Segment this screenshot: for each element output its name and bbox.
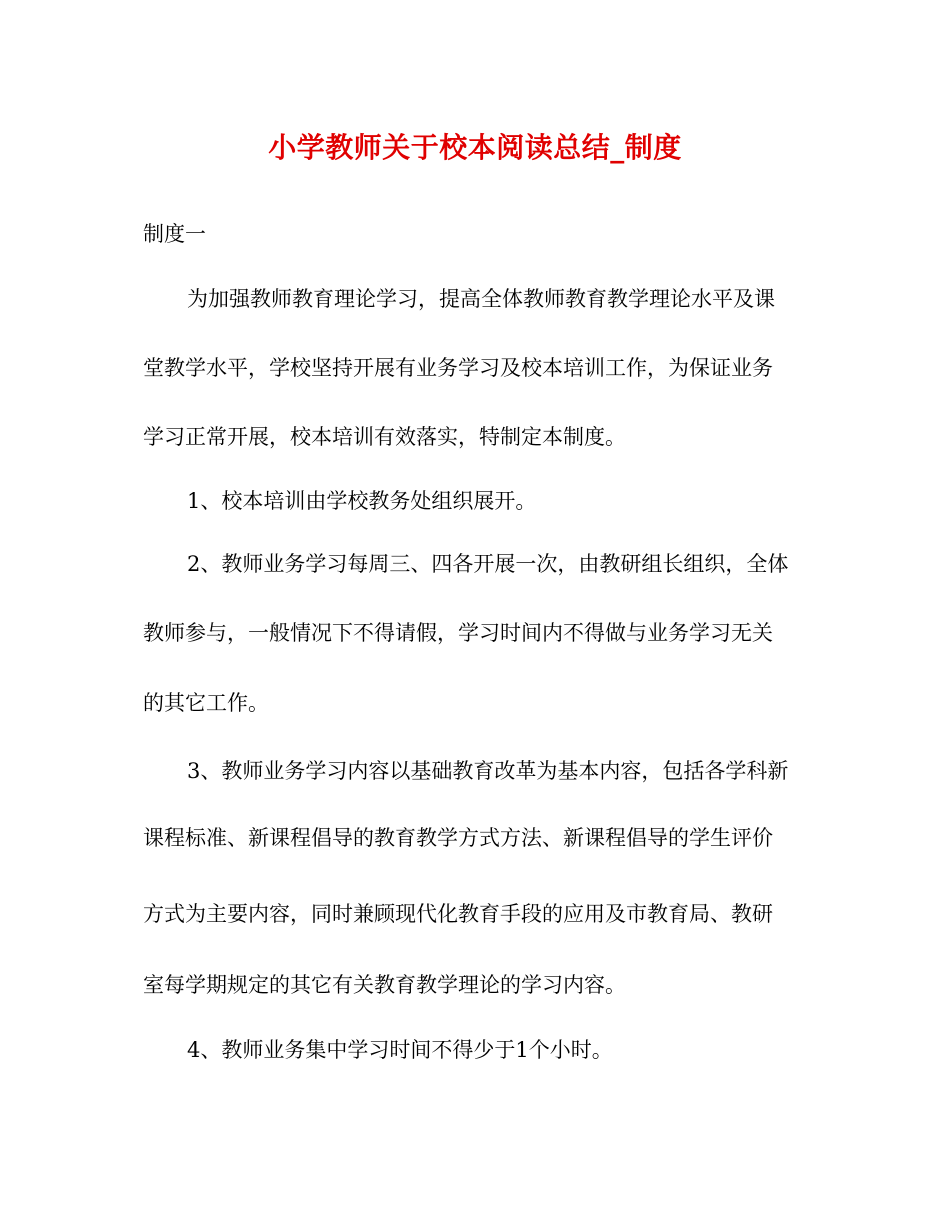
list-item: 3、教师业务学习内容以基础教育改革为基本内容，包括各学科新 [187,759,789,783]
paragraph-line: 的其它工作。 [143,691,269,715]
list-item: 1、校本培训由学校教务处组织展开。 [187,489,537,513]
paragraph-line: 课程标准、新课程倡导的教育教学方式方法、新课程倡导的学生评价 [143,826,773,850]
paragraph-line: 室每学期规定的其它有关教育教学理论的学习内容。 [143,973,626,997]
paragraph-line: 为加强教师教育理论学习，提高全体教师教育教学理论水平及课 [187,287,775,311]
document-title: 小学教师关于校本阅读总结_制度 [268,131,682,164]
paragraph-line: 教师参与，一般情况下不得请假，学习时间内不得做与业务学习无关 [143,621,773,645]
list-item: 2、教师业务学习每周三、四各开展一次，由教研组长组织，全体 [187,552,789,576]
paragraph-line: 方式为主要内容，同时兼顾现代化教育手段的应用及市教育局、教研 [143,902,773,926]
paragraph-line: 堂教学水平，学校坚持开展有业务学习及校本培训工作，为保证业务 [143,356,773,380]
paragraph-line: 学习正常开展，校本培训有效落实，特制定本制度。 [143,425,626,449]
list-item: 4、教师业务集中学习时间不得少于1个小时。 [187,1038,613,1062]
section-heading: 制度一 [143,222,206,246]
